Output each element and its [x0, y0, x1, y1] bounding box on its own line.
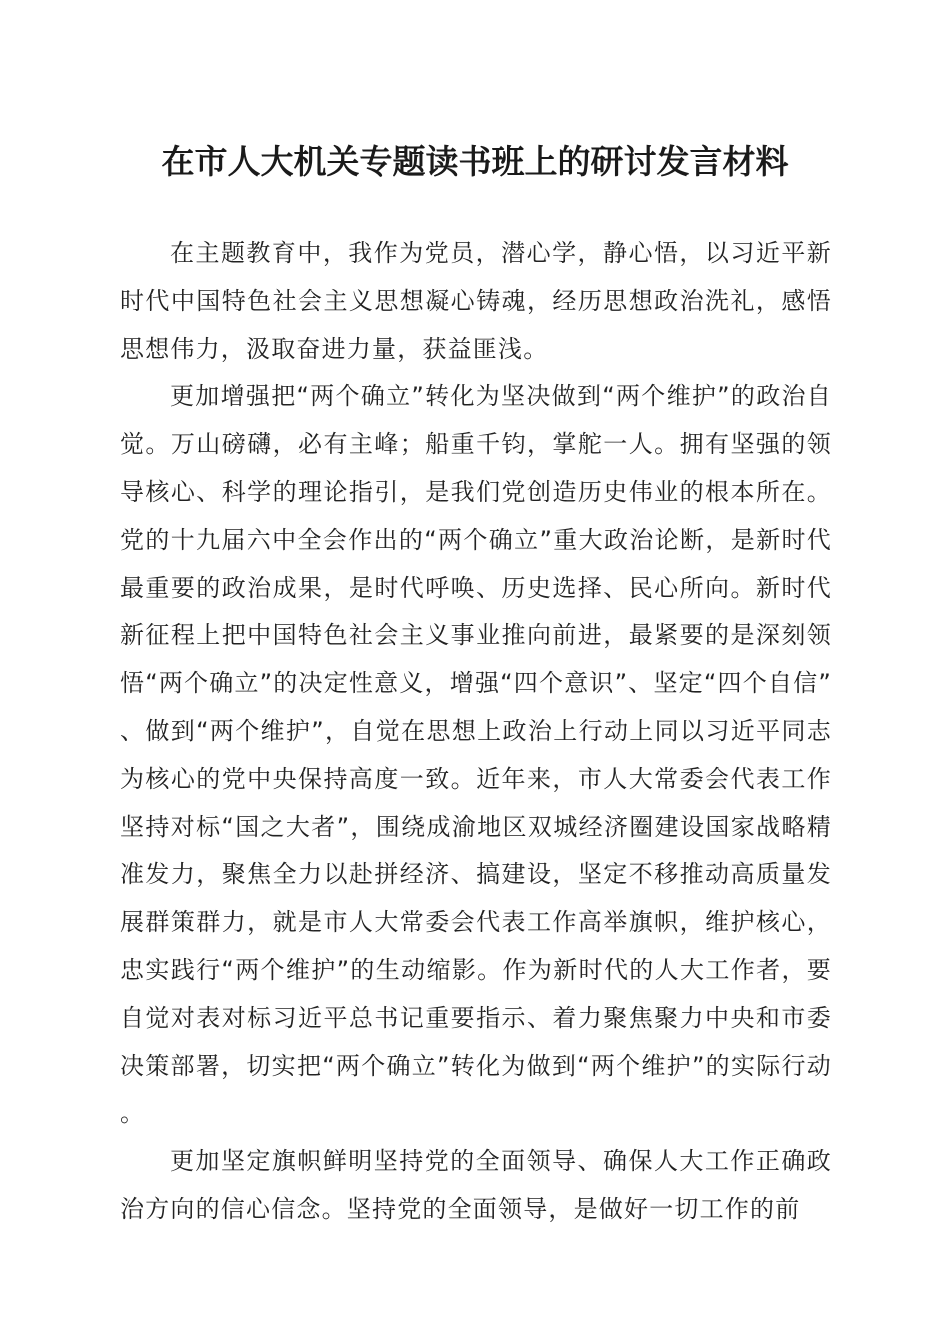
- paragraph-two-establishments: 更加增强把“两个确立”转化为坚决做到“两个维护”的政治自觉。万山磅礴，必有主峰；船重千钧，掌舵一人。拥有坚强的领导核心、科学的理论指引，是我们党创造历史伟业的根本所在。党的十九届六中全会作出的“两个确立”重大政治论断，是新时代最重要的政治成果，是时代呼唤、历史选择、民心所向。新时代新征程上把中国特色社会主义事业推向前进，最紧要的是深刻领悟“两个确立”的决定性意义，增强“四个意识”、坚定“四个自信”、做到“两个维护”，自觉在思想上政治上行动上同以习近平同志为核心的党中央保持高度一致。近年来，市人大常委会代表工作坚持对标“国之大者”，围绕成渝地区双城经济圈建设国家战略精准发力，聚焦全力以赴拼经济、搞建设，坚定不移推动高质量发展群策群力，就是市人大常委会代表工作高举旗帜，维护核心，忠实践行“两个维护”的生动缩影。作为新时代的人大工作者，要自觉对表对标习近平总书记重要指示、着力聚焦聚力中央和市委决策部署，切实把“两个确立”转化为做到“两个维护”的实际行动。: [120, 382, 832, 1128]
- document-body: [120, 230, 832, 1234]
- document-title: 在市人大机关专题读书班上的研讨发言材料: [161, 142, 789, 181]
- paragraph-party-leadership: 更加坚定旗帜鲜明坚持党的全面领导、确保人大工作正确政治方向的信心信念。坚持党的全面领导，是做好一切工作的前: [120, 1147, 832, 1223]
- paragraph-intro: 在主题教育中，我作为党员，潜心学，静心悟，以习近平新时代中国特色社会主义思想凝心铸魂，经历思想政治洗礼，感悟思想伟力，汲取奋进力量，获益匪浅。: [120, 239, 832, 363]
